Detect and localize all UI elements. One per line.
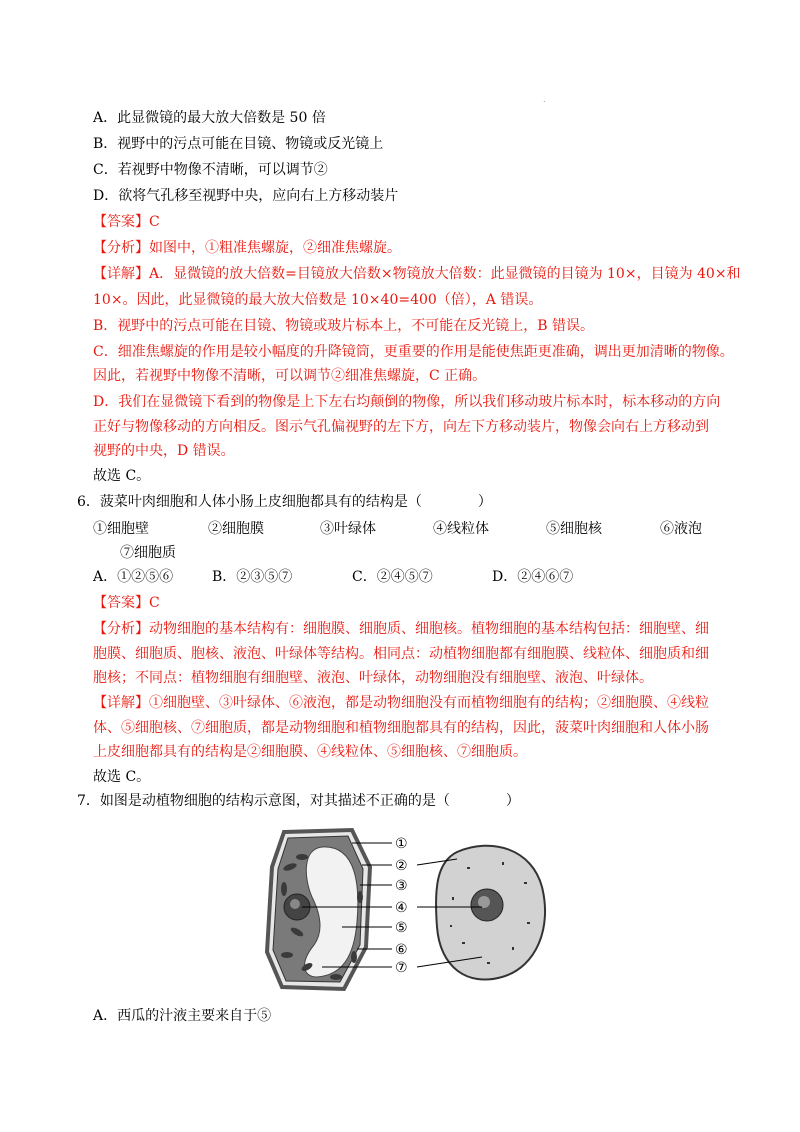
q6-choice-b: B．②③⑤⑦	[212, 569, 293, 585]
q5-analysis	[93, 238, 401, 258]
q5-conclusion: 故选 C。	[93, 468, 151, 484]
q6-analysis-line-1	[93, 619, 709, 639]
figure-label-1: ①	[395, 836, 408, 852]
q5-detail-line-5: 因此，若视野中物像不清晰，可以调节②细准焦螺旋，C 正确。	[93, 368, 487, 384]
analysis-text: 动物细胞的基本结构有：细胞膜、细胞质、细胞核。植物细胞的基本结构包括：细胞壁、细	[149, 621, 709, 637]
q7-option-a: A．西瓜的汁液主要来自于⑤	[93, 1008, 272, 1024]
q6-choice-d: D．②④⑥⑦	[492, 569, 574, 585]
answer-tag: 【答案】	[93, 595, 149, 611]
q5-option-a: A．此显微镜的最大放大倍数是 50 倍	[93, 110, 326, 126]
q6-item-4: ④线粒体	[433, 521, 489, 537]
q5-detail-line-8: 视野的中央，D 错误。	[93, 443, 235, 459]
q6-item-7: ⑦细胞质	[120, 545, 176, 561]
chloroplast	[296, 854, 308, 860]
animal-nucleolus	[478, 896, 490, 908]
answer-tag: 【答案】	[93, 214, 149, 230]
granule	[467, 867, 470, 869]
q6-analysis-line-2: 胞膜、细胞质、胞核、液泡、叶绿体等结构。相同点：动植物细胞都有细胞膜、线粒体、细胞质和细	[93, 646, 709, 662]
granule	[502, 862, 504, 865]
figure-label-6: ⑥	[395, 942, 408, 958]
q6-item-1: ①细胞壁	[93, 521, 149, 537]
q7-stem: 7．如图是动植物细胞的结构示意图，对其描述不正确的是（ ）	[77, 793, 520, 809]
figure-label-5: ⑤	[395, 920, 408, 936]
q6-stem: 6．菠菜叶肉细胞和人体小肠上皮细胞都具有的结构是（ ）	[77, 494, 492, 510]
chloroplast	[281, 882, 287, 896]
analysis-tag: 【分析】	[93, 621, 149, 637]
q5-detail-line-4: C．细准焦螺旋的作用是较小幅度的升降镜筒，更重要的作用是能使焦距更准确，调出更加清晰的物像。	[93, 344, 734, 360]
figure-label-4: ④	[395, 900, 408, 916]
figure-label-3: ③	[395, 878, 408, 894]
q6-detail-line-3: 上皮细胞都具有的结构是②细胞膜、④线粒体、⑤细胞核、⑦细胞质。	[93, 744, 527, 760]
plant-nucleolus	[290, 899, 300, 909]
granule	[450, 925, 452, 927]
granule	[452, 897, 454, 900]
q6-item-2: ②细胞膜	[208, 521, 264, 537]
q6-detail-line-2: 体、⑤细胞核、⑦细胞质，都是动物细胞和植物细胞都具有的结构，因此，菠菜叶肉细胞和人体小肠	[93, 720, 709, 736]
analysis-tag: 【分析】	[93, 240, 149, 256]
q6-item-3: ③叶绿体	[320, 521, 376, 537]
figure-label-2: ②	[395, 858, 408, 874]
q6-item-6: ⑥液泡	[660, 521, 702, 537]
cell-structure-figure	[262, 827, 552, 992]
granule	[512, 947, 514, 950]
q6-item-5: ⑤细胞核	[546, 521, 602, 537]
q5-option-b: B．视野中的污点可能在目镜、物镜或反光镜上	[93, 136, 384, 152]
detail-text: A．显微镜的放大倍数=目镜放大倍数×物镜放大倍数：此显微镜的目镜为 10×，目镜为 40×和	[149, 266, 741, 282]
q5-detail-line-6: D．我们在显微镜下看到的物像是上下左右均颠倒的物像，所以我们移动玻片标本时，标本移动的方向	[93, 394, 721, 410]
q6-choice-c: C．②④⑤⑦	[352, 569, 433, 585]
q6-detail-line-1	[93, 693, 709, 713]
analysis-text: 如图中，①粗准焦螺旋，②细准焦螺旋。	[149, 240, 401, 256]
q6-analysis-line-3: 胞核；不同点：植物细胞有细胞壁、液泡、叶绿体，动物细胞没有细胞壁、液泡、叶绿体。	[93, 670, 653, 686]
q5-detail-line-3: B．视野中的污点可能在目镜、物镜或玻片标本上，不可能在反光镜上，B 错误。	[93, 318, 595, 334]
q5-option-c: C．若视野中物像不清晰，可以调节②	[93, 162, 328, 178]
q5-detail-line-7: 正好与物像移动的方向相反。图示气孔偏视野的左下方，向左下方移动装片，物像会向右上方移动到	[93, 419, 709, 435]
q5-answer	[93, 212, 160, 232]
granule	[462, 942, 465, 944]
granule	[527, 922, 530, 924]
chloroplast	[330, 974, 342, 980]
scan-dot: .	[543, 95, 546, 104]
detail-tag: 【详解】	[93, 695, 149, 711]
chloroplast	[281, 952, 293, 958]
q6-conclusion: 故选 C。	[93, 769, 151, 785]
figure-label-7: ⑦	[395, 960, 408, 976]
q5-detail-line-1	[93, 264, 741, 284]
detail-tag: 【详解】	[93, 266, 149, 282]
detail-text: ①细胞壁、③叶绿体、⑥液泡，都是动物细胞没有而植物细胞有的结构；②细胞膜、④线粒	[149, 695, 709, 711]
answer-value: C	[149, 595, 160, 611]
q6-choice-a: A．①②⑤⑥	[93, 569, 174, 585]
granule	[487, 962, 490, 964]
q5-option-d: D．欲将气孔移至视野中央，应向右上方移动装片	[93, 188, 399, 204]
q6-answer	[93, 593, 160, 613]
chloroplast	[351, 951, 357, 963]
granule	[524, 882, 527, 884]
answer-value: C	[149, 214, 160, 230]
chloroplast	[357, 891, 363, 903]
q5-detail-line-2: 10×。因此，此显微镜的最大放大倍数是 10×40=400（倍），A 错误。	[93, 292, 543, 308]
